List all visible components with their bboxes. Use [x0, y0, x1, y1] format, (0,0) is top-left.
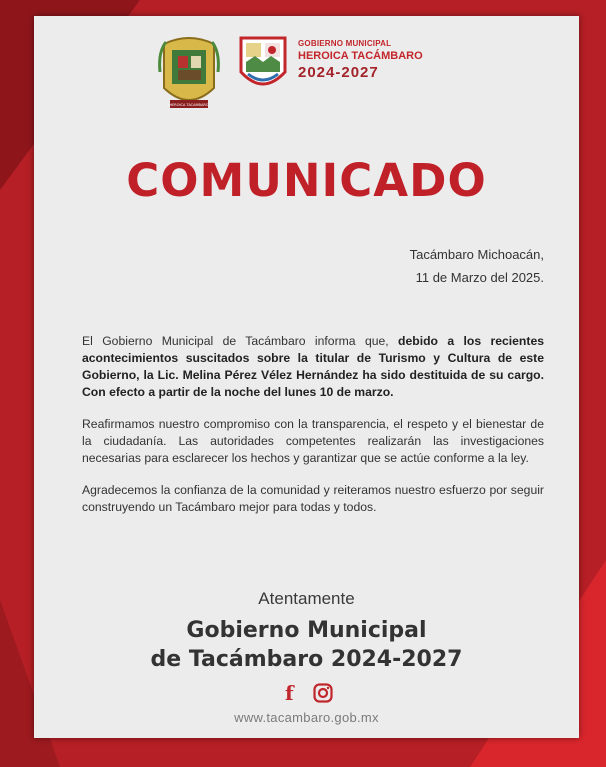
municipal-shield-logo: [158, 32, 220, 116]
facebook-icon[interactable]: f: [285, 681, 294, 705]
org-line-1: Gobierno Municipal: [186, 618, 427, 643]
social-links: [285, 682, 345, 704]
closing: Atentamente: [258, 589, 355, 608]
org-line-2: de Tacámbaro 2024-2027: [150, 647, 463, 672]
paragraph-1-bold: debido a los recientes acontecimientos suscitados sobre la titular de Turismo y Cultura de este Gobierno, la Lic. Melina Pérez Vélez Hernández ha sido destituida de su cargo. Con efecto a partir de la noche del lunes 10 de marzo.: [82, 334, 544, 399]
place-date: [410, 243, 544, 289]
website-link[interactable]: www.tacambaro.gob.mx: [234, 710, 379, 725]
signature-org: [34, 616, 579, 674]
place: Tacámbaro Michoacán,: [409, 247, 544, 262]
gov-line-1: GOBIERNO MUNICIPAL: [298, 39, 392, 48]
paragraph-1: [82, 333, 544, 401]
government-wordmark: [298, 40, 423, 80]
shield-motto: HEROICA TACAMBARO: [169, 103, 209, 107]
header-logos: [158, 32, 478, 122]
paragraph-1-intro: El Gobierno Municipal de Tacámbaro informa que,: [82, 334, 399, 348]
announcement-body: [82, 333, 544, 531]
paragraph-3: Agradecemos la confianza de la comunidad y reiteramos nuestro esfuerzo por seguir construyendo un Tacámbaro mejor para todas y todos.: [82, 483, 544, 514]
gov-years: 2024-2027: [298, 64, 379, 81]
page-title: COMUNICADO: [126, 154, 487, 207]
tacambaro-emblem-logo: [238, 34, 288, 96]
instagram-icon[interactable]: [313, 683, 333, 703]
paragraph-2: Reafirmamos nuestro compromiso con la transparencia, el respeto y el bienestar de la ciudadanía. Las autoridades competentes realizarán las investigaciones necesarias para esclarecer los hechos y garantizar que se actúe conforme a la ley.: [82, 417, 544, 465]
date: 11 de Marzo del 2025.: [415, 270, 544, 285]
gov-line-2: HEROICA TACÁMBARO: [298, 50, 423, 62]
